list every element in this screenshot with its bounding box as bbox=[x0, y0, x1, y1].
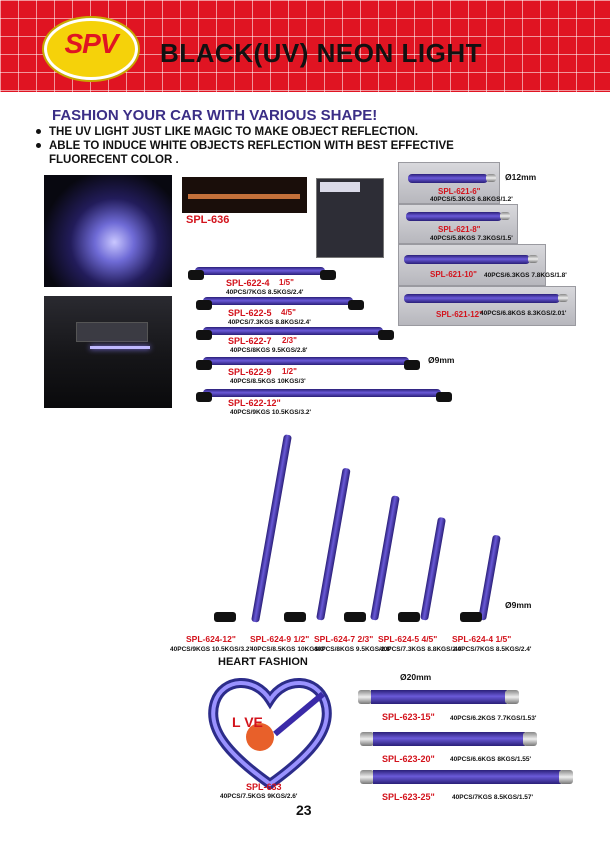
tube-stand bbox=[404, 360, 420, 370]
product-label: SPL-623-15" bbox=[382, 712, 435, 722]
uv-tube-standing bbox=[316, 468, 351, 621]
tube-stand bbox=[320, 270, 336, 280]
bullet-icon bbox=[36, 129, 41, 134]
product-label: SPL-622-7 bbox=[228, 336, 272, 346]
uv-tube-standing bbox=[420, 517, 446, 621]
product-label: SPL-621-10" bbox=[430, 270, 477, 279]
product-spec: 40PCS/9KGS 10.5KGS/3.2' bbox=[230, 409, 312, 416]
product-spec: 40PCS/5.3KGS 6.8KGS/1.2' bbox=[430, 196, 513, 203]
heart-fashion-heading: HEART FASHION bbox=[218, 656, 308, 668]
series-624-diameter: Ø9mm bbox=[505, 600, 532, 610]
uv-tube-standing bbox=[478, 535, 501, 621]
bullet-icon bbox=[36, 143, 41, 148]
product-spec: 40PCS/8KGS 9.5KGS/2.8' bbox=[314, 646, 392, 653]
uv-tube bbox=[203, 389, 441, 397]
series-622-diameter: Ø9mm bbox=[428, 355, 455, 365]
bullet-text: THE UV LIGHT JUST LIKE MAGIC TO MAKE OBJECT REFLECTION. bbox=[49, 126, 419, 138]
car-dashboard-photo bbox=[44, 296, 172, 408]
tube-stand bbox=[284, 612, 306, 622]
tube-end-cap bbox=[558, 294, 568, 302]
tube-stand bbox=[348, 300, 364, 310]
product-label: SPL-622-12" bbox=[228, 398, 281, 408]
product-label: SPL-624-12" bbox=[186, 634, 236, 644]
uv-tube-large bbox=[371, 690, 507, 704]
spl-636-label: SPL-636 bbox=[186, 214, 230, 226]
uv-tube bbox=[404, 294, 560, 303]
tube-stand bbox=[344, 612, 366, 622]
tube-end-cap bbox=[358, 690, 372, 704]
product-label: SPL-624-5 4/5" bbox=[378, 634, 438, 644]
tube-end-cap bbox=[360, 770, 374, 784]
tube-stand bbox=[460, 612, 482, 622]
tube-stand bbox=[214, 612, 236, 622]
product-spec: 40PCS/7.5KGS 9KGS/2.6' bbox=[220, 793, 298, 800]
product-label: SPL-622-4 bbox=[226, 278, 270, 288]
uv-tube bbox=[203, 297, 353, 305]
heart-neon-light bbox=[205, 672, 335, 790]
product-card-621-12 bbox=[398, 286, 576, 326]
product-spec: 40PCS/7KGS 8.5KGS/1.57' bbox=[452, 794, 534, 801]
car-stereo-unit bbox=[76, 322, 148, 342]
product-spec: 40PCS/6.6KGS 8KGS/1.55' bbox=[450, 756, 532, 763]
brand-logo-text: SPV bbox=[64, 28, 118, 59]
product-spec: 40PCS/6.8KGS 8.3KGS/2.01' bbox=[480, 310, 567, 317]
product-size: 4/5" bbox=[281, 308, 296, 317]
product-card-621-10 bbox=[398, 244, 546, 286]
series-621-diameter: Ø12mm bbox=[505, 172, 537, 182]
product-label: SPL-621-8" bbox=[438, 225, 481, 234]
tube-end-cap bbox=[523, 732, 537, 746]
bullet-continuation: FLUORECENT COLOR . bbox=[49, 154, 179, 166]
uv-tube-standing bbox=[251, 434, 292, 623]
uv-tube-standing bbox=[370, 495, 400, 620]
tube-stand bbox=[436, 392, 452, 402]
product-label: SPL-624-9 1/2" bbox=[250, 634, 310, 644]
uv-tube-large bbox=[373, 732, 525, 746]
spl-636-light-bar bbox=[188, 194, 300, 199]
product-label: SPL-622-9 bbox=[228, 367, 272, 377]
product-spec: 40PCS/7KGS 8.5KGS/2.4' bbox=[454, 646, 532, 653]
package-label bbox=[320, 182, 360, 192]
bullet-item bbox=[36, 126, 418, 138]
product-spec: 40PCS/9KGS 10.5KGS/3.2' bbox=[170, 646, 252, 653]
uv-tube bbox=[408, 174, 488, 183]
product-spec: 40PCS/5.8KGS 7.3KGS/1.5' bbox=[430, 235, 513, 242]
uv-glow-photo bbox=[44, 175, 172, 287]
product-label: SPL-633 bbox=[246, 782, 282, 792]
page-title: BLACK(UV) NEON LIGHT bbox=[160, 38, 482, 68]
product-label: SPL-623-20" bbox=[382, 754, 435, 764]
product-spec: 40PCS/8KGS 9.5KGS/2.8' bbox=[230, 347, 308, 354]
bullet-text: ABLE TO INDUCE WHITE OBJECTS REFLECTION WITH BEST EFFECTIVE bbox=[49, 140, 454, 152]
tube-stand bbox=[196, 300, 212, 310]
product-label: SPL-624-4 1/5" bbox=[452, 634, 512, 644]
bullet-item bbox=[36, 140, 454, 152]
tube-stand bbox=[196, 360, 212, 370]
uv-tube-large bbox=[373, 770, 561, 784]
tube-stand bbox=[398, 612, 420, 622]
product-size: 1/5" bbox=[279, 278, 294, 287]
tube-stand bbox=[378, 330, 394, 340]
product-spec: 40PCS/7.3KGS 8.8KGS/2.4' bbox=[228, 319, 311, 326]
tube-stand bbox=[196, 392, 212, 402]
product-label: SPL-624-7 2/3" bbox=[314, 634, 374, 644]
uv-tube bbox=[203, 327, 383, 335]
product-spec: 40PCS/7.3KGS 8.8KGS/2.4' bbox=[380, 646, 463, 653]
tube-stand bbox=[196, 330, 212, 340]
tube-end-cap bbox=[559, 770, 573, 784]
product-spec: 40PCS/7KGS 8.5KGS/2.4' bbox=[226, 289, 304, 296]
product-label: SPL-621-6" bbox=[438, 187, 481, 196]
product-spec: 40PCS/6.3KGS 7.8KGS/1.8' bbox=[484, 272, 567, 279]
tube-end-cap bbox=[500, 212, 510, 220]
uv-light-strip bbox=[90, 346, 150, 349]
tube-stand bbox=[188, 270, 204, 280]
product-spec: 40PCS/8.5KGS 10KGS/3' bbox=[250, 646, 326, 653]
tube-end-cap bbox=[528, 255, 538, 263]
series-623-diameter: Ø20mm bbox=[400, 672, 432, 682]
uv-tube bbox=[404, 255, 530, 264]
tube-end-cap bbox=[360, 732, 374, 746]
page-number: 23 bbox=[296, 802, 312, 818]
product-spec: 40PCS/6.2KGS 7.7KGS/1.53' bbox=[450, 715, 537, 722]
uv-tube bbox=[406, 212, 502, 221]
headline: FASHION YOUR CAR WITH VARIOUS SHAPE! bbox=[52, 107, 378, 124]
product-spec: 40PCS/8.5KGS 10KGS/3' bbox=[230, 378, 306, 385]
tube-end-cap bbox=[505, 690, 519, 704]
tube-end-cap bbox=[486, 174, 496, 182]
love-text: L VE bbox=[232, 714, 263, 730]
product-size: 2/3" bbox=[282, 336, 297, 345]
uv-tube bbox=[195, 267, 325, 275]
product-label: SPL-623-25" bbox=[382, 792, 435, 802]
product-label: SPL-621-12" bbox=[436, 310, 483, 319]
product-size: 1/2" bbox=[282, 367, 297, 376]
product-label: SPL-622-5 bbox=[228, 308, 272, 318]
uv-tube bbox=[203, 357, 409, 365]
